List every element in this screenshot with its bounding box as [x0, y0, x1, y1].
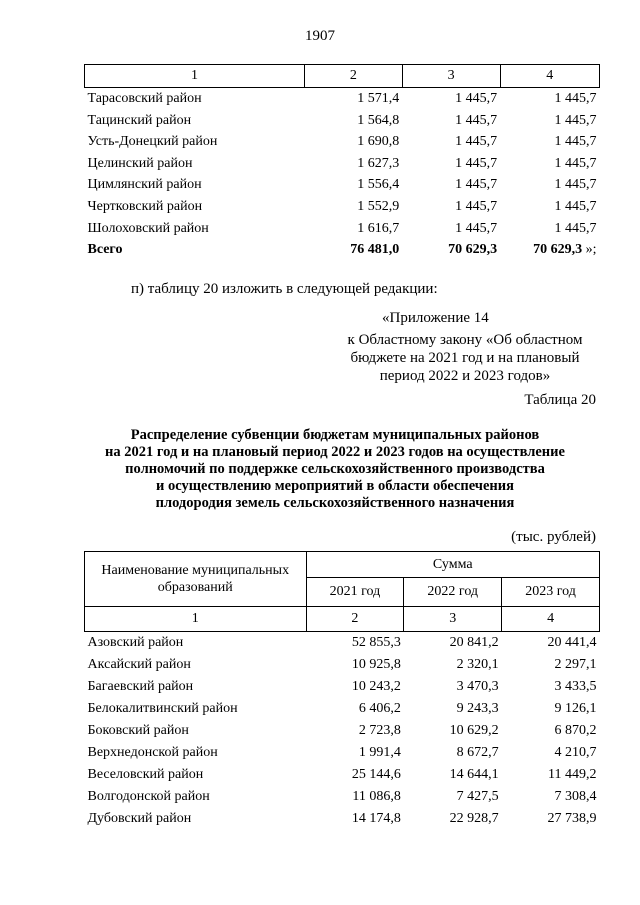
value-2023	[500, 239, 599, 261]
municipality-name: Багаевский район	[87, 679, 194, 694]
title-line: на 2021 год и на плановый период 2022 и 2023 годов на осуществление	[105, 444, 565, 460]
municipality-name: Дубовский район	[87, 811, 192, 826]
value-2022: 1 445,7	[455, 155, 498, 171]
municipality-name: Тарасовский район	[87, 91, 202, 106]
table-header-row	[85, 65, 600, 88]
value-2023: 1 445,7	[554, 177, 597, 193]
value-2021: 1 690,8	[357, 134, 400, 150]
value-2023: 27 738,9	[547, 811, 597, 826]
title-line: плодородия земель сельскохозяйственного назначения	[155, 495, 515, 511]
municipality-name: Усть-Донецкий район	[87, 134, 218, 150]
municipality-name: Верхнедонской район	[87, 745, 218, 760]
municipality-name: Целинский район	[87, 155, 193, 171]
value-2021: 52 855,3	[351, 635, 401, 650]
appendix-line: к Областному закону «Об областном	[347, 332, 583, 348]
value-2021: 1 616,7	[357, 220, 400, 236]
table-row	[85, 131, 600, 153]
table-row	[85, 110, 600, 132]
municipality-name: Боковский район	[87, 723, 189, 738]
value-2023: 1 445,7	[554, 112, 597, 128]
year-header-2021: 2021 год	[306, 578, 404, 607]
value-2021: 76 481,0	[350, 242, 400, 258]
appendix-reference	[330, 331, 600, 385]
table-row	[85, 742, 600, 764]
value-2021: 1 991,4	[358, 745, 401, 760]
sum-header: Сумма	[306, 552, 599, 578]
value-2023: 11 449,2	[548, 767, 597, 782]
value-2022: 22 928,7	[449, 811, 499, 826]
municipality-name: Белокалитвинский район	[87, 701, 238, 716]
value-2023: 3 433,5	[554, 679, 597, 694]
value-2021: 10 925,8	[351, 657, 401, 672]
value-2021: 6 406,2	[358, 701, 401, 716]
value-2023: 1 445,7	[554, 220, 597, 236]
municipality-name: Волгодонской район	[87, 789, 210, 804]
table-row	[85, 174, 600, 196]
total-row	[85, 239, 600, 261]
table-header-row	[85, 552, 600, 578]
value-2021: 1 564,8	[357, 112, 400, 128]
table-row	[85, 764, 600, 786]
column-number-2: 2	[305, 65, 403, 88]
value-2022: 2 320,1	[456, 657, 499, 672]
year-header-2023: 2023 год	[502, 578, 600, 607]
column-number-1: 1	[85, 607, 307, 632]
value-2022: 1 445,7	[455, 198, 498, 214]
value-2021: 10 243,2	[351, 679, 401, 694]
value-2023: 6 870,2	[554, 723, 597, 738]
table-row	[85, 153, 600, 175]
table-row	[85, 196, 600, 218]
table-row	[85, 698, 600, 720]
table-row	[85, 632, 600, 655]
year-header-2022: 2022 год	[404, 578, 502, 607]
subvention-table	[84, 551, 600, 830]
value-2021: 1 627,3	[357, 155, 400, 171]
appendix-line: бюджете на 2021 год и на плановый	[350, 350, 580, 366]
value-2022: 70 629,3	[448, 242, 498, 258]
municipality-name: Азовский район	[87, 635, 184, 650]
municipality-name: Веселовский район	[87, 767, 204, 782]
value-2023: 1 445,7	[554, 155, 597, 171]
value-2021: 1 571,4	[357, 91, 400, 106]
value-2021: 11 086,8	[352, 789, 401, 804]
table-row	[85, 720, 600, 742]
value-2022: 20 841,2	[449, 635, 499, 650]
value-2023: 7 308,4	[554, 789, 597, 804]
value-2022: 14 644,1	[449, 767, 499, 782]
value-2022: 7 427,5	[456, 789, 499, 804]
value-2021: 1 556,4	[357, 177, 400, 193]
amendment-paragraph: п) таблицу 20 изложить в следующей редакции:	[131, 281, 438, 297]
value-2021: 14 174,8	[351, 811, 401, 826]
municipality-name: Аксайский район	[87, 657, 191, 672]
value-2022: 10 629,2	[449, 723, 499, 738]
column-number-4: 4	[500, 65, 599, 88]
total-value-2023: 70 629,3	[533, 242, 583, 258]
value-2022: 1 445,7	[455, 177, 498, 193]
column-number-3: 3	[404, 607, 502, 632]
table-row	[85, 218, 600, 240]
table-row	[85, 786, 600, 808]
closing-quote: »;	[582, 242, 597, 258]
column-number-4: 4	[502, 607, 600, 632]
column-number-1: 1	[85, 65, 305, 88]
table-row	[85, 676, 600, 698]
value-2023: 4 210,7	[554, 745, 597, 760]
value-2023: 20 441,4	[547, 635, 597, 650]
column-number-3: 3	[402, 65, 500, 88]
units-note: (тыс. рублей)	[511, 529, 596, 545]
table-label: Таблица 20	[524, 392, 596, 408]
continued-table	[84, 64, 600, 261]
value-2023: 9 126,1	[554, 701, 597, 716]
table-row	[85, 808, 600, 830]
value-2022: 9 243,3	[456, 701, 499, 716]
value-2023: 2 297,1	[554, 657, 597, 672]
column-numbers-row	[85, 607, 600, 632]
municipality-name: Цимлянский район	[87, 177, 202, 193]
title-line: Распределение субвенции бюджетам муниципальных районов	[130, 427, 540, 443]
value-2023: 1 445,7	[554, 134, 597, 150]
municipality-name: Чертковский район	[87, 198, 203, 214]
title-line: полномочий по поддержке сельскохозяйственного производства	[125, 461, 545, 477]
value-2022: 1 445,7	[455, 91, 498, 106]
appendix-line: период 2022 и 2023 годов»	[379, 368, 551, 384]
municipality-name: Тацинский район	[87, 112, 192, 128]
value-2023: 1 445,7	[554, 91, 597, 106]
value-2022: 1 445,7	[455, 220, 498, 236]
value-2021: 1 552,9	[357, 198, 400, 214]
value-2022: 3 470,3	[456, 679, 499, 694]
value-2023: 1 445,7	[554, 198, 597, 214]
value-2022: 1 445,7	[455, 112, 498, 128]
page-number: 1907	[305, 28, 335, 44]
column-number-2: 2	[306, 607, 404, 632]
value-2022: 1 445,7	[455, 134, 498, 150]
table-row	[85, 88, 600, 110]
appendix-heading: «Приложение 14	[382, 310, 489, 326]
value-2022: 8 672,7	[456, 745, 499, 760]
municipality-name: Всего	[87, 242, 123, 258]
value-2021: 2 723,8	[358, 723, 401, 738]
table-title	[60, 427, 610, 512]
municipality-name: Шолоховский район	[87, 220, 209, 236]
municipality-header: Наименование муниципальных образований	[85, 552, 307, 607]
table-row	[85, 654, 600, 676]
value-2021: 25 144,6	[351, 767, 401, 782]
title-line: и осуществлению мероприятий в области обеспечения	[156, 478, 514, 494]
